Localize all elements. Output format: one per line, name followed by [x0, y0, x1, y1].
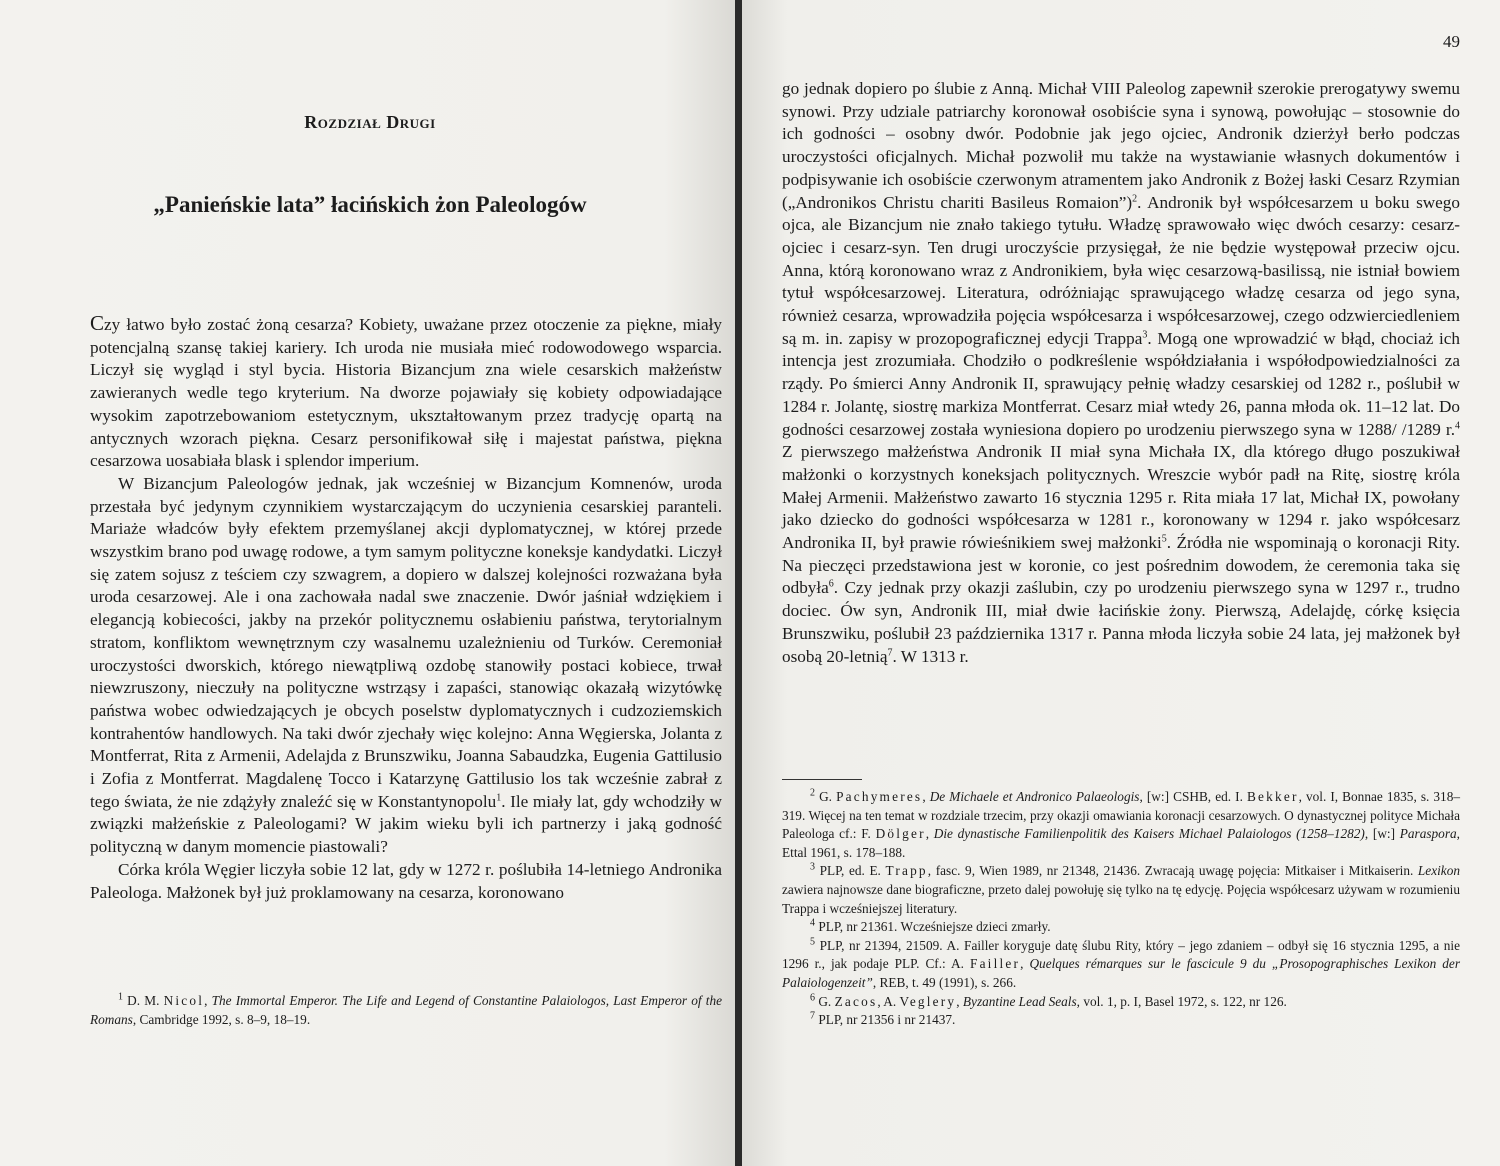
- paragraph-1-text: zy łatwo było zostać żoną cesarza? Kobiety, uważane przez otoczenie za piękne, miały potencjalną szansę takiej kariery. Ich uroda nie musiała mieć rodowodowego wsparcia. Liczył się wygląd i styl bycia. Historia Bizancjum zna wiele cesarskich małżeństw zawieranych wedle tego kryterium. Na dworze pojawiały się kobiety odpowiadające wysokim zapotrzebowaniom estetycznym, ukształtowanym przez tradycję opartą na antycznych wzorach piękna. Cesarz personifikował siłę i majestat państwa, piękna cesarzowa uosabiała blask i splendor imperium.: [90, 315, 722, 471]
- right-page: [742, 0, 1500, 1166]
- footnote-divider: [782, 779, 862, 780]
- right-paragraph: [782, 78, 1460, 668]
- footnote-1-pre: D. M.: [123, 993, 164, 1008]
- footnote-ref-3: 3: [1142, 329, 1148, 340]
- footnote-5-pre: PLP, nr 21394, 21509. A. Failler koryguje datę ślubu Rity, który – jego zdaniem – odbył się 16 stycznia 1295, a nie 1296 r., jak podaje PLP. Cf.: A.: [782, 937, 1460, 972]
- footnote-4: [782, 918, 1460, 937]
- footnote-5: [782, 937, 1460, 993]
- footnote-6-author: Zacos: [834, 993, 878, 1009]
- footnote-3-mid: , fasc. 9, Wien 1989, nr 21348, 21436. Zwracają uwagę pojęcia: Mitkaiser i Mitkaiserin.: [927, 863, 1418, 879]
- footnote-3-post: zawiera najnowsze dane biograficzne, przeto dalej powołuję się tylko na tę edycję. Pojęcia współcesarz używam w rozumieniu Trappa i wcześniejszej literatury.: [782, 881, 1460, 916]
- footnote-6-author-2: Veglery: [899, 993, 957, 1009]
- paragraph-3: Córka króla Węgier liczyła sobie 12 lat, gdy w 1272 r. poślubiła 14-letniego Andronika Paleologa. Małżonek był już proklamowany na cesarza, koronowano: [90, 859, 722, 902]
- footnote-6-number: 6: [810, 992, 815, 1004]
- footnote-2-title-3: Paraspora: [1399, 826, 1457, 842]
- footnote-2-pre: G.: [815, 789, 837, 804]
- footnote-2-number: 2: [810, 787, 815, 799]
- footnote-2: [782, 788, 1460, 862]
- footnote-5-sep: ,: [1020, 956, 1030, 972]
- page-number: 49: [1443, 32, 1460, 51]
- footnote-2-author-2: Dölger: [875, 826, 926, 842]
- footnote-6-sep: , A.: [877, 993, 900, 1009]
- footnote-6-pre: G.: [815, 993, 835, 1009]
- footnote-6: [782, 993, 1460, 1012]
- footnote-7-number: 7: [810, 1010, 815, 1022]
- left-page: [0, 0, 738, 1166]
- footnote-ref-7: 7: [887, 646, 893, 658]
- right-text-6: . Czy jednak przy okazji zaślubin, czy po urodzeniu pierwszego syna w 1297 r., trudno dociec. Ów syn, Andronik III, miał dwie łacińskie żony. Pierwszą, Adelajdę, córkę księcia Brunszwiku, poślubił 23 października 1317 r. Panna młoda liczyła sobie 24 lata, jej małżonek był osobą 20-letnią: [782, 578, 1460, 666]
- footnote-2-title: De Michaele et Andronico Palaeologis: [929, 789, 1140, 804]
- footnote-6-title: Byzantine Lead Seals: [962, 993, 1077, 1009]
- footnote-6-sep-2: ,: [956, 993, 963, 1009]
- left-footnotes: [90, 992, 722, 1029]
- footnote-2-author: Pachymeres: [836, 789, 923, 804]
- left-body-text: [90, 312, 722, 904]
- footnote-3-editor: Trapp: [885, 863, 928, 879]
- footnote-1: [90, 992, 722, 1029]
- right-body-text: [782, 78, 1460, 668]
- chapter-title: „Panieńskie lata” łacińskich żon Paleologów: [153, 192, 587, 217]
- footnote-7-text: PLP, nr 21356 i nr 21437.: [815, 1012, 956, 1028]
- footnote-2-sep: ,: [922, 789, 930, 804]
- footnote-3-title: Lexikon: [1417, 863, 1460, 879]
- footnote-2-mid-2: , [w:]: [1364, 826, 1400, 842]
- footnote-7: [782, 1011, 1460, 1030]
- right-footnotes: [782, 788, 1460, 1030]
- footnote-ref-6: 6: [828, 578, 834, 590]
- footnote-ref-4: 4: [1455, 419, 1460, 431]
- right-text-4: Z pierwszego małżeństwa Andronik II miał syna Michała IX, dla którego długo poszukiwał małżonki o korzystnych koneksjach politycznych. Wreszcie wybór padł na Ritę, siostrę króla Małej Armenii. Małżeństwo zawarto 16 stycznia 1295 r. Rita miała 17 lat, Michał IX, powołany jako dziecko do godności współcesarza w 1281 r., koronowany w 1294 r. jako współcesarz Andronika II, był prawie rówieśnikiem swej małżonki: [782, 442, 1460, 553]
- right-text-7: . W 1313 r.: [892, 646, 969, 666]
- footnote-ref-2: 2: [1132, 192, 1138, 204]
- footnote-2-title-2: Die dynastische Familienpolitik des Kaisers Michael Palaiologos (1258–1282): [933, 826, 1365, 842]
- footnote-2-sep-2: ,: [925, 826, 934, 842]
- footnote-ref-1: 1: [496, 792, 502, 804]
- footnote-1-post: , Cambridge 1992, s. 8–9, 18–19.: [132, 1011, 311, 1027]
- footnote-2-post: , vol. I, Bonnae 1835, s. 318–319. Więcej na ten temat w rozdziale trzecim, przy okazji omawiania koronacji cesarzowych. O dynastycznej polityce Michała Paleologa cf.: F.: [782, 789, 1460, 842]
- paragraph-1: [90, 312, 722, 473]
- footnote-5-post: , REB, t. 49 (1991), s. 266.: [872, 974, 1017, 990]
- right-text-5: . Źródła nie wspominają o koronacji Rity. Na pieczęci przedstawiona jest w koronie, co jest pośrednim dowodem, że ceremonia taka się odbyła: [782, 533, 1460, 598]
- right-text-2: . Andronik był współcesarzem u boku swego ojca, ale Bizancjum nie znało takiego tytułu. Władzę sprawowało więc dwóch cesarzy: cesarz-ojciec i cesarz-syn. Ten drugi uroczyście przysięgał, że nie będzie występował przeciw ojcu. Anna, którą koronowano wraz z Andronikiem, była więc cesarzową-basilissą, nie istniał bowiem tytuł współcesarzowej. Literatura, odróżniając sprawującego władzę cesarza od jego syna, również cesarza, wprowadziła pojęcia współcesarza i współcesarzowej, czego odzwierciedleniem są m. in. zapisy w prozopograficznej edycji Trappa: [782, 192, 1460, 348]
- footnote-ref-5: 5: [1161, 533, 1167, 545]
- footnote-1-sep: ,: [204, 993, 212, 1008]
- footnote-1-author: Nicol: [163, 993, 205, 1008]
- footnote-1-number: 1: [118, 991, 123, 1003]
- footnote-5-title: Quelques rémarques sur le fascicule 9 du „Prosopographisches Lexikon der Palaiologenzeit”: [782, 956, 1460, 990]
- drop-cap: C: [90, 311, 105, 335]
- footnote-3: [782, 862, 1460, 918]
- footnote-1-title: The Immortal Emperor. The Life and Legend of Constantine Palaiologos, Last Emperor of the Romans: [90, 993, 722, 1027]
- footnote-3-pre: PLP, ed. E.: [815, 863, 886, 879]
- footnote-5-number: 5: [810, 936, 815, 948]
- chapter-label: Rozdział Drugi: [304, 112, 436, 132]
- paragraph-2: [90, 473, 722, 859]
- paragraph-2-text-a: W Bizancjum Paleologów jednak, jak wcześniej w Bizancjum Komnenów, uroda przestała być jedynym czynnikiem wystarczającym do uczynienia cesarskiej paranteli. Mariaże władców były efektem przemyślanej akcji dyplomatycznej, w której przede wszystkim brano pod uwagę rodowe, a tym samym polityczne koneksje kandydatki. Liczył się zatem sojusz z teściem czy szwagrem, a dopiero w dalszej kolejności rozważana była uroda cesarzowej. Ale i ona zachowała nadal swe znaczenie. Dwór jaśniał wdziękiem i elegancją kobiecości, jakby na przekór politycznemu osłabieniu państwa, terytorialnym stratom, konfliktom wewnętrznym czy wasalnemu uzależnieniu od Turków. Ceremoniał uroczystości dworskich, którego niewątpliwą ozdobę stanowiły postaci kobiece, trwał niewzruszony, nieczuły na polityczne wstrząsy i zapaści, stanowiąc okazałą wizytówkę państwa wobec odwiedzających je obcych poselstw dyplomatycznych i cudzoziemskich kontrahentów handlowych. Na taki dwór zjechały więc kolejno: Anna Węgierska, Jolanta z Montferrat, Rita z Armenii, Adelajda z Brunszwiku, Joanna Sabaudzka, Eugenia Gattilusio i Zofia z Montferrat. Magdalenę Tocco i Katarzynę Gattilusio los tak wcześnie zabrał z tego świata, że nie zdążyły znaleźć się w Konstantynopolu: [90, 473, 722, 811]
- right-text-3: . Mogą one wprowadzić w błąd, chociaż ich intencja jest zrozumiała. Chodziło o podkreślenie współdziałania i współodpowiedzialności za rządy. Po śmierci Anny Andronik II, sprawujący pełnię władzy cesarskiej od 1282 r., poślubił w 1284 r. Jolantę, siostrę markiza Montferrat. Cesarz miał wtedy 26, panna młoda ok. 11–12 lat. Do godności cesarzowej została wyniesiona dopiero po urodzeniu pierwszego syna w 1288/ /1289 r.: [782, 328, 1460, 439]
- footnote-2-post-2: , Ettal 1961, s. 178–188.: [782, 826, 1460, 860]
- footnote-5-author: Failler: [969, 956, 1021, 972]
- footnote-2-mid: , [w:] CSHB, ed. I.: [1139, 789, 1247, 804]
- footnote-2-editor: Bekker: [1246, 789, 1299, 804]
- footnote-6-post: , vol. 1, p. I, Basel 1972, s. 122, nr 126.: [1076, 993, 1287, 1009]
- footnote-3-number: 3: [810, 861, 815, 873]
- paragraph-2-text-b: . Ile miały lat, gdy wchodziły w związki małżeńskie z Paleologami? W jakim wieku byli ich partnerzy i jaką godność polityczną w danym momencie piastowali?: [90, 791, 722, 857]
- right-text-1: go jednak dopiero po ślubie z Anną. Michał VIII Paleolog zapewnił szerokie prerogatywy swemu synowi. Przy udziale patriarchy koronował osobiście syna i synową, powołując – stosownie do ich godności – osobny dwór. Podobnie jak jego ojciec, Andronik dzierżył berło podczas uroczystości oficjalnych. Michał pozwolił mu także na wystawianie własnych dokumentów i podpisywanie ich osobiście czerwonym atramentem jako Andronik z Bożej łaski Cesarz Rzymian („Andronikos Christu chariti Basileus Romaion”): [782, 79, 1460, 212]
- footnote-4-number: 4: [810, 917, 815, 929]
- footnote-4-text: PLP, nr 21361. Wcześniejsze dzieci zmarły.: [815, 919, 1051, 935]
